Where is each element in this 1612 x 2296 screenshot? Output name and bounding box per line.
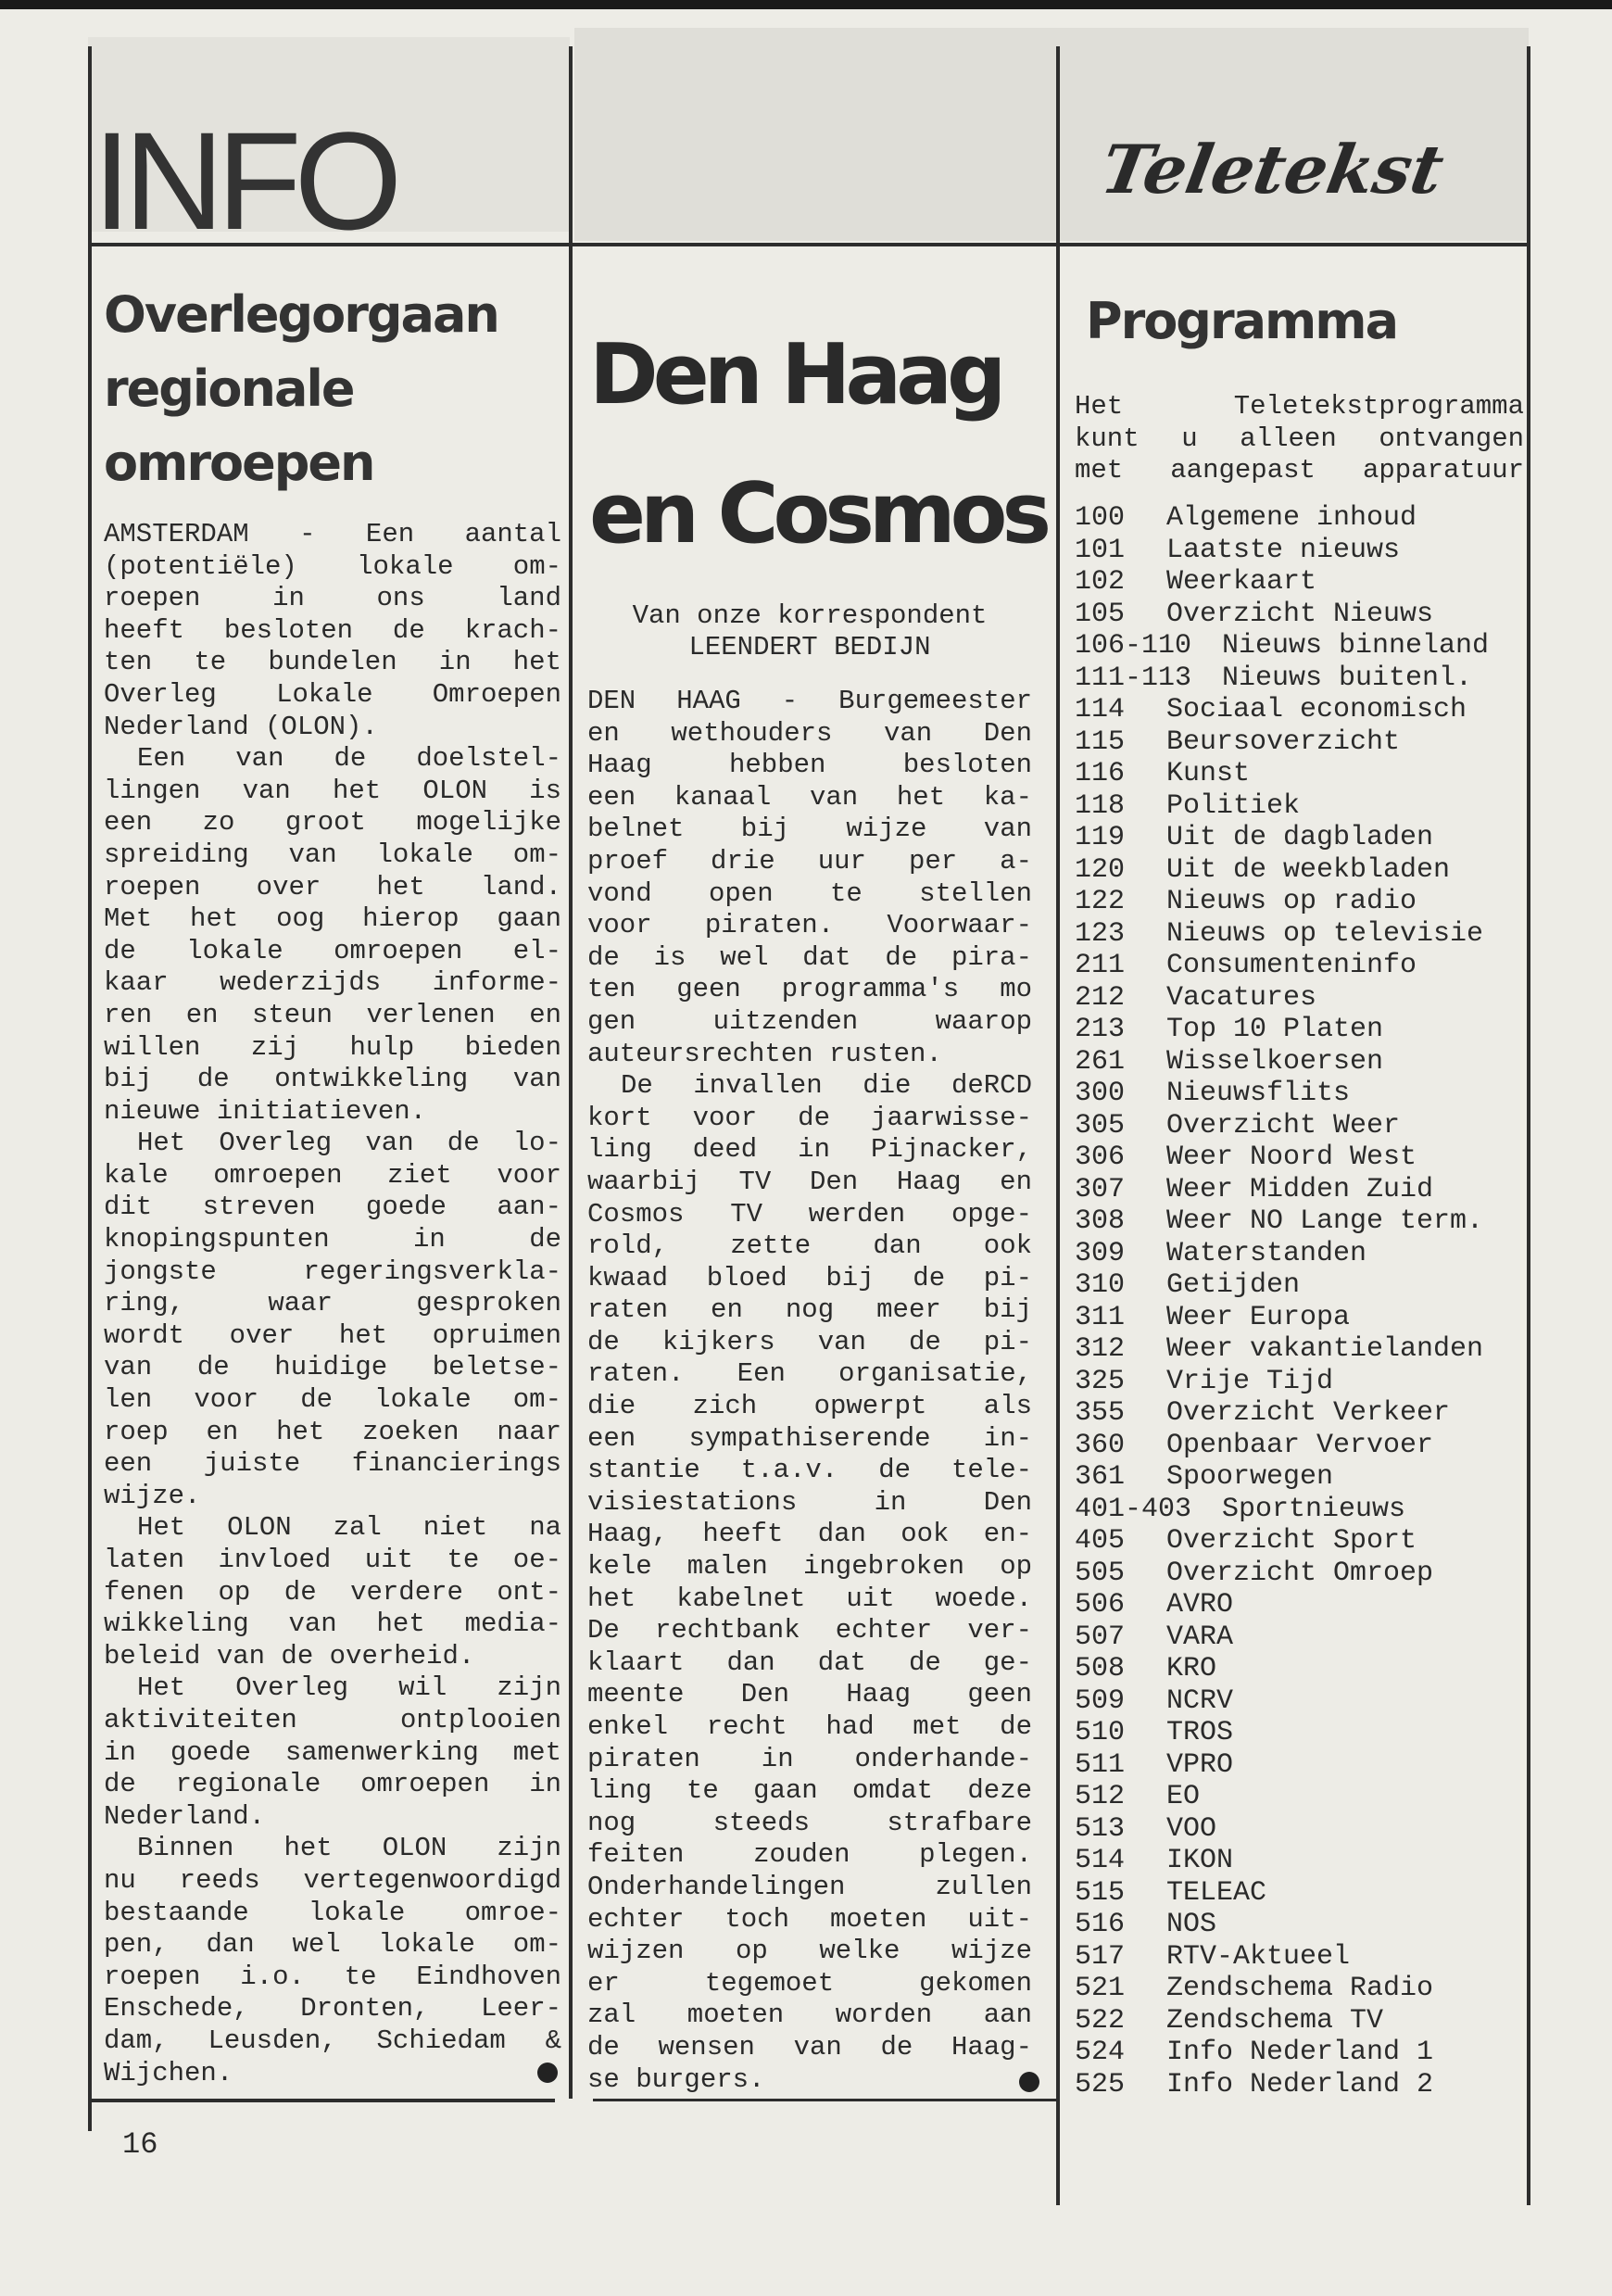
byline-author: LEENDERT BEDIJN <box>688 632 931 662</box>
teletekst-item <box>1075 1430 1529 1462</box>
body-line: knopingspunten in de <box>104 1224 561 1255</box>
teletekst-item <box>1075 1494 1529 1526</box>
teletekst-item <box>1075 1525 1529 1558</box>
teletekst-item <box>1075 1302 1529 1334</box>
page-label: TROS <box>1166 1717 1234 1748</box>
footer-rule <box>88 2099 555 2102</box>
page-code: 261 <box>1075 1045 1126 1078</box>
body-line: de is wel dat de pira- <box>587 941 1032 973</box>
body-line: stantie t.a.v. de tele- <box>587 1455 1032 1486</box>
page-code: 122 <box>1075 886 1126 917</box>
body-line: nog steeds strafbare <box>587 1807 1032 1838</box>
page-code: 505 <box>1075 1557 1126 1589</box>
page-code: 106-110 <box>1075 630 1192 662</box>
body-line: meente Den Haag geen <box>587 1679 1032 1710</box>
body-line: (potentiële) lokale om- <box>104 550 561 582</box>
body-line: willen zij hulp bieden <box>104 1031 561 1063</box>
body-line: ren en steun verlenen en <box>104 999 561 1030</box>
body-line: aktiviteiten ontplooien <box>104 1704 561 1735</box>
body-line: kwaad bloed bij de pi- <box>587 1262 1032 1293</box>
page-label: Consumenteninfo <box>1166 950 1417 981</box>
page-code: 511 <box>1075 1748 1126 1781</box>
article1-body <box>104 519 561 2089</box>
body-line: nieuwe initiatieven. <box>104 1095 427 1127</box>
page-code: 513 <box>1075 1812 1126 1845</box>
body-line: raten. Een organisatie, <box>587 1358 1032 1390</box>
page-code: 355 <box>1075 1397 1126 1429</box>
column-rule <box>88 46 92 2131</box>
teletekst-item <box>1075 1653 1529 1685</box>
page-label: Waterstanden <box>1166 1237 1367 1269</box>
body-line: Haag, heeft dan ook en- <box>587 1519 1032 1550</box>
body-line: kaar wederzijds informe- <box>104 967 561 999</box>
body-line: gen uitzenden waarop <box>587 1005 1032 1037</box>
page-label: Weer Europa <box>1166 1301 1351 1333</box>
teletekst-item <box>1075 694 1529 726</box>
body-line: se burgers. <box>587 2063 765 2095</box>
body-line: een zo groot mogelijke <box>104 807 561 839</box>
page-label: Nieuws buitenl. <box>1222 662 1473 694</box>
article2-body <box>587 686 1032 2096</box>
page-label: Overzicht Nieuws <box>1166 598 1434 630</box>
body-line: echter toch moeten uit- <box>587 1903 1032 1935</box>
body-line: jongste regeringsverkla- <box>104 1255 561 1287</box>
page-code: 515 <box>1075 1876 1126 1909</box>
page-code: 512 <box>1075 1781 1126 1812</box>
body-line: beleid van de overheid. <box>104 1640 475 1672</box>
page-code: 306 <box>1075 1142 1126 1173</box>
body-line: rold, zette dan ook <box>587 1230 1032 1262</box>
page-code: 405 <box>1075 1525 1126 1557</box>
teletekst-item <box>1075 2037 1529 2069</box>
headline-line: omroepen <box>104 434 374 492</box>
page-label: Sociaal economisch <box>1166 694 1467 725</box>
teletekst-item <box>1075 1269 1529 1302</box>
teletekst-item <box>1075 790 1529 823</box>
page-label: Vacatures <box>1166 981 1317 1014</box>
page-code: 115 <box>1075 725 1126 758</box>
page-label: Weerkaart <box>1166 566 1317 598</box>
teletekst-item <box>1075 1142 1529 1174</box>
page-label: Getijden <box>1166 1269 1301 1301</box>
page-label: Uit de weekbladen <box>1166 853 1451 886</box>
page-label: Zendschema Radio <box>1166 1973 1434 2004</box>
page-code: 311 <box>1075 1301 1126 1333</box>
teletekst-item <box>1075 535 1529 567</box>
body-line: ling te gaan omdat deze <box>587 1775 1032 1807</box>
body-line: waarbij TV Den Haag en <box>587 1166 1032 1197</box>
body-line: heeft besloten de krach- <box>104 614 561 646</box>
teletekst-item <box>1075 1941 1529 1974</box>
headline-line: regionale <box>104 360 354 418</box>
body-line: spreiding van lokale om- <box>104 839 561 870</box>
teletekst-item <box>1075 822 1529 854</box>
page-code: 100 <box>1075 502 1126 534</box>
teletekst-item <box>1075 950 1529 982</box>
page-label: Nieuws op radio <box>1166 886 1417 917</box>
page-label: Weer NO Lange term. <box>1166 1205 1484 1237</box>
body-line: bij de ontwikkeling van <box>104 1064 561 1095</box>
teletekst-item <box>1075 1685 1529 1718</box>
byline-line: Van onze korrespondent <box>632 600 988 631</box>
body-line: belnet bij wijze van <box>587 814 1032 845</box>
page-number: 16 <box>122 2127 158 2162</box>
body-line: in goede samenwerking met <box>104 1736 561 1768</box>
page-label: Weer Noord West <box>1166 1142 1417 1173</box>
body-line: kele malen ingebroken op <box>587 1551 1032 1583</box>
teletekst-item <box>1075 630 1529 662</box>
page-label: EO <box>1166 1781 1201 1812</box>
body-line: visiestations in Den <box>587 1486 1032 1518</box>
page-code: 521 <box>1075 1973 1126 2004</box>
page-label: VPRO <box>1166 1748 1234 1781</box>
page-label: Uit de dagbladen <box>1166 822 1434 853</box>
page-label: Spoorwegen <box>1166 1461 1334 1493</box>
page-code: 325 <box>1075 1365 1126 1397</box>
page-label: Kunst <box>1166 758 1251 789</box>
page-code: 309 <box>1075 1237 1126 1269</box>
body-line: ling deed in Pijnacker, <box>587 1134 1032 1166</box>
teletekst-page-list <box>1075 502 1529 2100</box>
page-code: 401-403 <box>1075 1493 1192 1525</box>
page-label: Wisselkoersen <box>1166 1045 1384 1078</box>
body-line: van de huidige beletse- <box>104 1352 561 1383</box>
page-label: Algemene inhoud <box>1166 502 1417 534</box>
page-label: IKON <box>1166 1845 1234 1876</box>
page-code: 516 <box>1075 1909 1126 1940</box>
page-label: Info Nederland 1 <box>1166 2037 1434 2068</box>
teletekst-item <box>1075 886 1529 918</box>
teletekst-item <box>1075 1078 1529 1110</box>
end-mark-icon <box>1019 2072 1039 2092</box>
body-line: enkel recht had met de <box>587 1711 1032 1742</box>
body-line: het kabelnet uit woede. <box>587 1583 1032 1614</box>
page-code: 507 <box>1075 1621 1126 1653</box>
page-label: Zendschema TV <box>1166 2004 1384 2037</box>
page-code: 120 <box>1075 853 1126 886</box>
body-line: Het Overleg van de lo- <box>137 1128 561 1159</box>
body-line: wikkeling van het media- <box>104 1608 561 1640</box>
body-line: en wethouders van Den <box>587 717 1032 749</box>
body-line: auteursrechten rusten. <box>587 1038 942 1069</box>
page-code: 312 <box>1075 1333 1126 1365</box>
page-label: Politiek <box>1166 789 1301 822</box>
page-code: 111-113 <box>1075 662 1192 694</box>
body-line: wijze. <box>104 1480 201 1511</box>
page-label: Overzicht Sport <box>1166 1525 1417 1557</box>
body-line: de regionale omroepen in <box>104 1769 561 1800</box>
body-line: Het OLON zal niet na <box>137 1512 561 1544</box>
column-rule <box>569 46 573 2099</box>
page-code: 510 <box>1075 1717 1126 1748</box>
page-label: Beursoverzicht <box>1166 725 1401 758</box>
teletekst-item <box>1075 1333 1529 1366</box>
body-line: wijzen op welke wijze <box>587 1936 1032 1967</box>
page-code: 212 <box>1075 981 1126 1014</box>
page-code: 116 <box>1075 758 1126 789</box>
page-code: 119 <box>1075 822 1126 853</box>
page-label: Overzicht Verkeer <box>1166 1397 1451 1429</box>
page-label: Vrije Tijd <box>1166 1365 1334 1397</box>
page-code: 105 <box>1075 598 1126 630</box>
teletekst-item <box>1075 758 1529 790</box>
teletekst-item <box>1075 1397 1529 1430</box>
body-line: Overleg Lokale Omroepen <box>104 678 561 710</box>
page-label: Weer vakantielanden <box>1166 1333 1484 1365</box>
body-line: laten invloed uit te oe- <box>104 1545 561 1575</box>
page-code: 211 <box>1075 950 1126 981</box>
teletekst-item <box>1075 726 1529 759</box>
page-label: NCRV <box>1166 1684 1234 1717</box>
article2-headline <box>589 306 1047 584</box>
teletekst-item <box>1075 854 1529 887</box>
body-line: ten geen programma's mo <box>587 974 1032 1005</box>
page-code: 509 <box>1075 1684 1126 1717</box>
body-line: De invallen die deRCD <box>621 1070 1032 1102</box>
body-line: bestaande lokale omroe- <box>104 1897 561 1928</box>
article3-headline: Programma <box>1086 292 1398 350</box>
body-line: ring, waar gesproken <box>104 1288 561 1319</box>
body-line: Onderhandelingen zullen <box>587 1871 1032 1902</box>
page-label: Laatste nieuws <box>1166 534 1401 566</box>
body-line: fenen op de verdere ont- <box>104 1576 561 1608</box>
page-label: KRO <box>1166 1653 1217 1684</box>
page-label: Nieuws op televisie <box>1166 917 1484 950</box>
teletekst-item <box>1075 1366 1529 1398</box>
page-label: Openbaar Vervoer <box>1166 1429 1434 1461</box>
teletekst-item <box>1075 1781 1529 1813</box>
page-label: RTV-Aktueel <box>1166 1940 1351 1973</box>
page-label: Nieuwsflits <box>1166 1078 1351 1109</box>
article1-headline <box>104 278 498 500</box>
body-line: Nederland. <box>104 1800 266 1832</box>
body-line: Nederland (OLON). <box>104 711 378 742</box>
teletekst-item <box>1075 1621 1529 1654</box>
body-line: Een van de doelstel- <box>137 743 561 775</box>
body-line: er tegemoet gekomen <box>587 1967 1032 1999</box>
body-line: Cosmos TV werden opge- <box>587 1198 1032 1230</box>
body-line: Met het oog hierop gaan <box>104 903 561 935</box>
teletekst-item <box>1075 1238 1529 1270</box>
page-code: 517 <box>1075 1940 1126 1973</box>
body-line: Haag hebben besloten <box>587 750 1032 781</box>
body-line: een juiste financierings <box>104 1448 561 1480</box>
body-line: Wijchen. <box>104 2057 233 2088</box>
body-line: de lokale omroepen el- <box>104 935 561 966</box>
page-label: Overzicht Weer <box>1166 1109 1401 1142</box>
page-code: 123 <box>1075 917 1126 950</box>
page-code: 305 <box>1075 1109 1126 1142</box>
end-mark-icon <box>537 2063 558 2083</box>
page-code: 522 <box>1075 2004 1126 2037</box>
body-line: lingen van het OLON is <box>104 775 561 806</box>
page-code: 310 <box>1075 1269 1126 1301</box>
teletekst-item <box>1075 1014 1529 1046</box>
headline-line: en Cosmos <box>589 465 1047 562</box>
body-line: een kanaal van het ka- <box>587 781 1032 813</box>
teletekst-item <box>1075 1461 1529 1494</box>
page-label: AVRO <box>1166 1589 1234 1621</box>
page-label: NOS <box>1166 1909 1217 1940</box>
page-label: TELEAC <box>1166 1876 1267 1909</box>
teletekst-item <box>1075 1813 1529 1846</box>
page-code: 102 <box>1075 566 1126 598</box>
body-line: dam, Leusden, Schiedam & <box>104 2025 561 2056</box>
teletekst-item <box>1075 1589 1529 1621</box>
teletekst-item <box>1075 982 1529 1015</box>
body-line: Het Overleg wil zijn <box>137 1672 561 1704</box>
teletekst-item <box>1075 599 1529 631</box>
teletekst-item <box>1075 1845 1529 1877</box>
body-line: ten te bundelen in het <box>104 647 561 678</box>
body-line: len voor de lokale om- <box>104 1384 561 1416</box>
body-line: roep en het zoeken naar <box>104 1416 561 1447</box>
page-code: 101 <box>1075 534 1126 566</box>
teletekst-item <box>1075 2069 1529 2101</box>
body-line: AMSTERDAM - Een aantal <box>104 519 561 549</box>
teletekst-item <box>1075 1717 1529 1749</box>
page-code: 525 <box>1075 2068 1126 2100</box>
teletekst-item <box>1075 1558 1529 1590</box>
scan-edge <box>0 0 1612 9</box>
footer-rule <box>593 2099 1056 2101</box>
page-code: 307 <box>1075 1173 1126 1205</box>
teletekst-item <box>1075 1174 1529 1206</box>
teletekst-item <box>1075 1205 1529 1238</box>
body-line: de wensen van de Haag- <box>587 2031 1032 2063</box>
body-line: roepen i.o. te Eindhoven <box>104 1961 561 1992</box>
body-line: dit streven goede aan- <box>104 1192 561 1223</box>
body-line: een sympathiserende in- <box>587 1422 1032 1454</box>
body-line: de kijkers van de pi- <box>587 1326 1032 1357</box>
teletekst-item <box>1075 662 1529 695</box>
page-code: 361 <box>1075 1461 1126 1493</box>
page-code: 300 <box>1075 1078 1126 1109</box>
column-rule <box>1056 46 1060 2205</box>
headline-line: Overlegorgaan <box>104 285 498 344</box>
teletekst-item <box>1075 1046 1529 1079</box>
body-line: piraten in onderhande- <box>587 1743 1032 1774</box>
page-code: 506 <box>1075 1589 1126 1621</box>
body-line: zal moeten worden aan <box>587 2000 1032 2031</box>
body-line: pen, dan wel lokale om- <box>104 1929 561 1961</box>
body-line: klaart dan dat de ge- <box>587 1646 1032 1678</box>
page-label: VOO <box>1166 1812 1217 1845</box>
page-label: Weer Midden Zuid <box>1166 1173 1434 1205</box>
teletekst-item <box>1075 1110 1529 1142</box>
page-label: Overzicht Omroep <box>1166 1557 1434 1589</box>
body-line: feiten zouden plegen. <box>587 1839 1032 1871</box>
body-line: roepen in ons land <box>104 583 561 614</box>
body-line: De rechtbank echter ver- <box>587 1615 1032 1646</box>
body-line: Enschede, Dronten, Leer- <box>104 1993 561 2025</box>
body-line: raten en nog meer bij <box>587 1294 1032 1326</box>
headline-line: Den Haag <box>589 326 1001 423</box>
intro-line: Het Teletekstprogramma <box>1075 391 1524 422</box>
teletekst-item <box>1075 2005 1529 2037</box>
body-line: proef drie uur per a- <box>587 845 1032 877</box>
teletekst-item <box>1075 1973 1529 2005</box>
body-line: kale omroepen ziet voor <box>104 1159 561 1191</box>
page-label: VARA <box>1166 1621 1234 1653</box>
body-line: vond open te stellen <box>587 877 1032 909</box>
page-label: Sportnieuws <box>1222 1493 1406 1525</box>
body-line: kort voor de jaarwisse- <box>587 1102 1032 1133</box>
page-code: 118 <box>1075 789 1126 822</box>
page-code: 524 <box>1075 2037 1126 2068</box>
teletekst-item <box>1075 918 1529 951</box>
intro-line: met aangepast apparatuur <box>1075 455 1524 486</box>
body-line: die zich opwerpt als <box>587 1391 1032 1422</box>
body-line: roepen over het land. <box>104 871 561 902</box>
page-code: 308 <box>1075 1205 1126 1237</box>
teletekst-item <box>1075 502 1529 535</box>
body-line: voor piraten. Voorwaar- <box>587 910 1032 941</box>
page-label: Info Nederland 2 <box>1166 2068 1434 2100</box>
page-code: 114 <box>1075 694 1126 725</box>
teletekst-item <box>1075 1877 1529 1910</box>
teletekst-item <box>1075 1749 1529 1782</box>
page-code: 213 <box>1075 1014 1126 1045</box>
body-line: DEN HAAG - Burgemeester <box>587 686 1032 716</box>
body-line: Binnen het OLON zijn <box>137 1833 561 1864</box>
intro-line: kunt u alleen ontvangen <box>1075 423 1524 454</box>
page-label: Nieuws binneland <box>1222 630 1490 662</box>
byline <box>587 600 1032 663</box>
page-code: 360 <box>1075 1429 1126 1461</box>
section-title: INFO <box>93 103 396 259</box>
teletekst-item <box>1075 566 1529 599</box>
body-line: nu reeds vertegenwoordigd <box>104 1864 561 1896</box>
page-code: 514 <box>1075 1845 1126 1876</box>
page-label: Top 10 Platen <box>1166 1014 1384 1045</box>
teletekst-logo: Teletekst <box>1095 130 1450 208</box>
body-line: wordt over het opruimen <box>104 1319 561 1351</box>
teletekst-intro <box>1075 391 1524 487</box>
page-code: 508 <box>1075 1653 1126 1684</box>
teletekst-item <box>1075 1909 1529 1941</box>
